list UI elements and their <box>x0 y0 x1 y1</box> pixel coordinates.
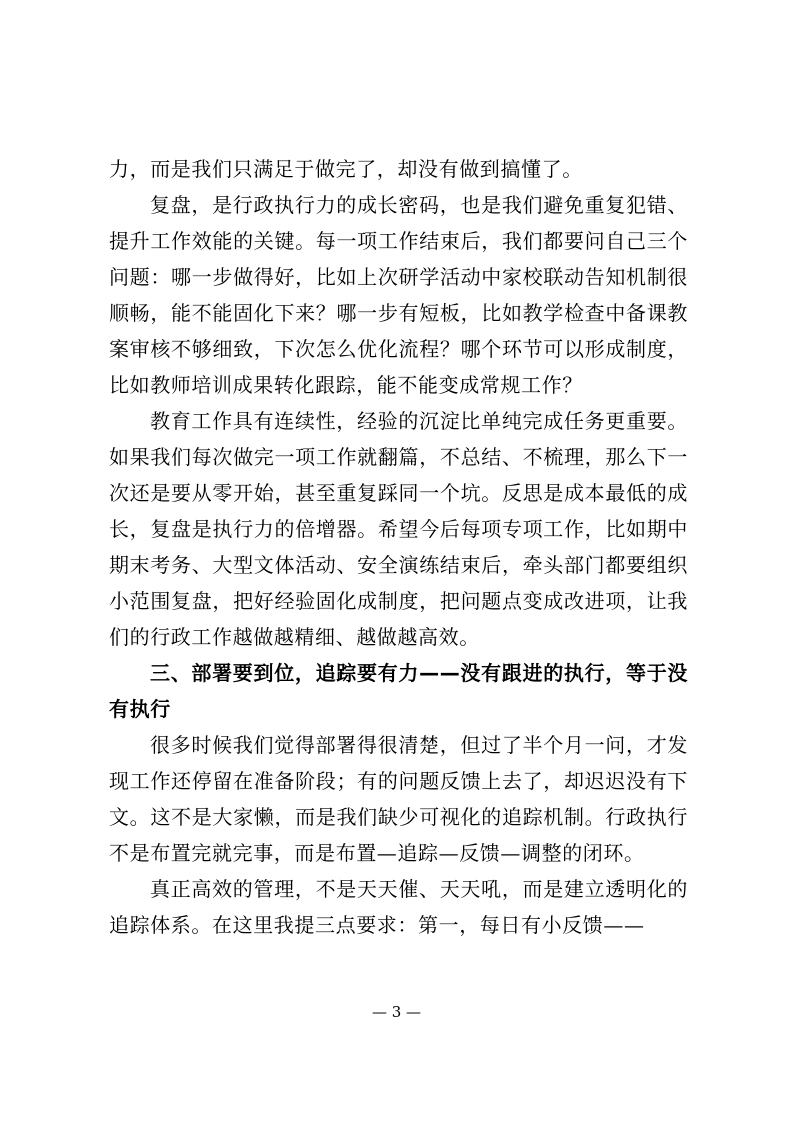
page-number: — 3 — <box>371 1003 422 1021</box>
paragraph-review: 复盘，是行政执行力的成长密码，也是我们避免重复犯错、提升工作效能的关键。每一项工作结束后，我们都要问自己三个问题：哪一步做得好，比如上次研学活动中家校联动告知机制很顺畅，能不能固化下来？哪一步有短板，比如教学检查中备课教案审核不够细致，下次怎么优化流程？哪个环节可以形成制度，比如教师培训成果转化跟踪，能不能变成常规工作？ <box>109 193 688 397</box>
document-body <box>109 151 688 943</box>
paragraph-tracking: 很多时候我们觉得部署得很清楚，但过了半个月一问，才发现工作还停留在准备阶段；有的问题反馈上去了，却迟迟没有下文。这不是大家懒，而是我们缺少可视化的追踪机制。行政执行不是布置完就完事，而是布置—追踪—反馈—调整的闭环。 <box>109 733 688 865</box>
paragraph-continuation: 力，而是我们只满足于做完了，却没有做到搞懂了。 <box>109 157 583 181</box>
paragraph-management: 真正高效的管理，不是天天催、天天吼，而是建立透明化的追踪体系。在这里我提三点要求：第一，每日有小反馈—— <box>109 877 688 937</box>
section-heading-three: 三、部署要到位，追踪要有力——没有跟进的执行，等于没有执行 <box>109 661 688 721</box>
paragraph-continuity: 教育工作具有连续性，经验的沉淀比单纯完成任务更重要。如果我们每次做完一项工作就翻篇，不总结、不梳理，那么下一次还是要从零开始，甚至重复踩同一个坑。反思是成本最低的成长，复盘是执行力的倍增器。希望今后每项专项工作，比如期中期末考务、大型文体活动、安全演练结束后，牵头部门都要组织小范围复盘，把好经验固化成制度，把问题点变成改进项，让我们的行政工作越做越精细、越做越高效。 <box>109 409 688 649</box>
